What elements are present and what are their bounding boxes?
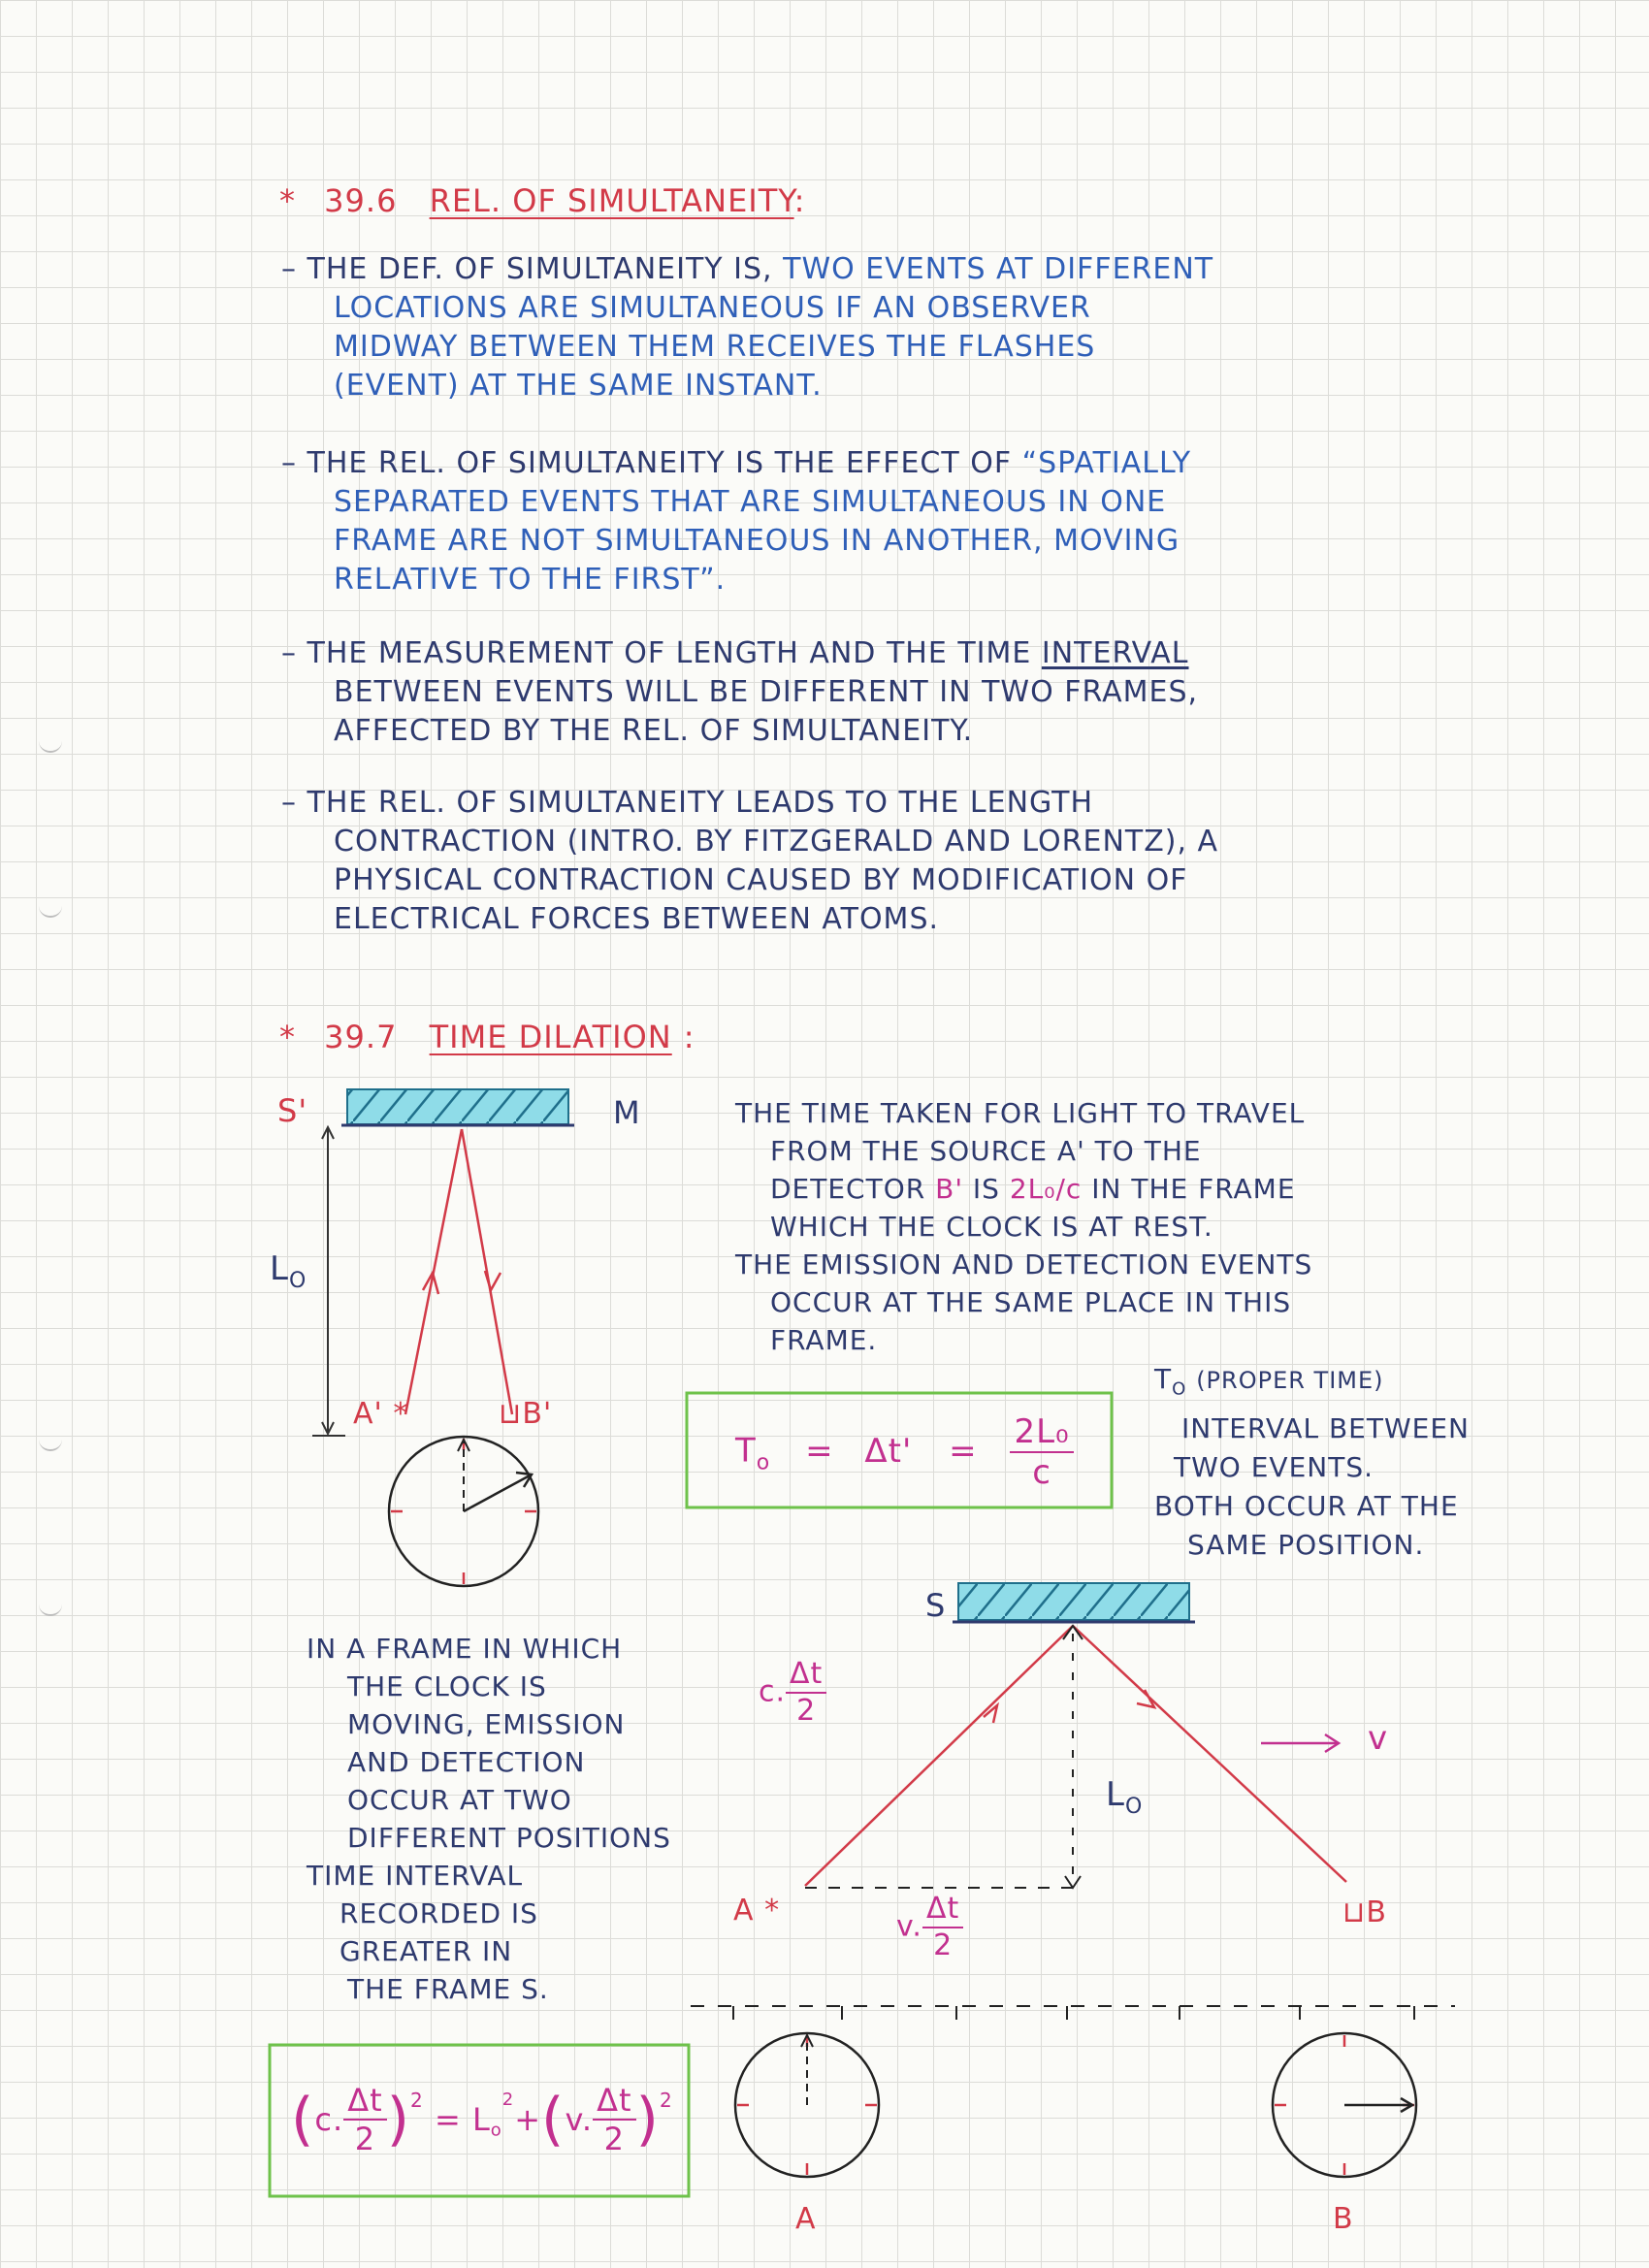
eq-denominator: 2	[603, 2121, 625, 2157]
subscript: O	[1172, 1378, 1187, 1400]
detector-label-b	[1342, 1895, 1387, 1929]
eq-fraction	[593, 2082, 635, 2157]
bullet-text: ELECTRICAL FORCES BETWEEN ATOMS.	[334, 902, 940, 936]
label-fraction	[786, 1657, 826, 1729]
bullet-dash: –	[281, 252, 297, 286]
eq-numerator: 2L₀	[1010, 1412, 1073, 1453]
explanation-line: THE FRAME S.	[347, 1973, 549, 2005]
light-ray-up	[805, 1626, 1073, 1886]
eq-c: c.	[314, 2101, 344, 2138]
proper-time-note	[1154, 1360, 1470, 1565]
bullet-text: THE REL. OF SIMULTANEITY LEADS TO THE LENGTH	[307, 786, 1094, 820]
light-ray-down	[1073, 1626, 1346, 1882]
heading-colon: :	[793, 182, 806, 219]
eq-fraction	[343, 2082, 386, 2157]
eq-numerator: Δt	[593, 2082, 635, 2121]
detector-icon: ⊔	[499, 1397, 523, 1431]
detector-label-b-prime	[499, 1397, 552, 1431]
source-label: A'	[353, 1397, 383, 1431]
bullet-text: LOCATIONS ARE SIMULTANEOUS IF AN OBSERVER	[334, 291, 1091, 325]
bullet-dash: –	[281, 446, 297, 480]
bullet-text: PHYSICAL CONTRACTION CAUSED BY MODIFICATION OF	[334, 863, 1188, 897]
detector-label: B'	[522, 1397, 553, 1431]
bullet-text: BETWEEN EVENTS WILL BE DIFFERENT IN TWO FRAMES,	[334, 675, 1199, 709]
proper-time-line: TWO EVENTS.	[1174, 1450, 1374, 1483]
eq-numerator: Δt	[343, 2082, 386, 2121]
heading-title: TIME DILATION	[429, 1019, 672, 1055]
text-segment: IS	[972, 1173, 1000, 1205]
proper-time-label: (PROPER TIME)	[1196, 1367, 1384, 1394]
clock-b-label: B	[1333, 2202, 1354, 2236]
explanation-line: GREATER IN	[340, 1935, 513, 1967]
symbol-t: T	[1154, 1363, 1173, 1395]
label-numerator: Δt	[786, 1657, 826, 1694]
label-numerator: Δt	[922, 1892, 963, 1928]
heading-marker: *	[279, 1019, 296, 1055]
base-length-label	[896, 1892, 963, 1963]
light-clock-rest-diagram	[312, 1089, 574, 1586]
bullet-text: MIDWAY BETWEEN THEM RECEIVES THE FLASHES	[334, 330, 1096, 364]
bullet-text: SEPARATED EVENTS THAT ARE SIMULTANEOUS IN ONE	[334, 485, 1167, 519]
text-segment: 2L₀/c	[1009, 1173, 1083, 1205]
text-segment: IN THE FRAME	[1091, 1173, 1296, 1205]
label-c: c.	[759, 1674, 787, 1709]
light-ray-down	[462, 1129, 512, 1414]
label-fraction	[922, 1892, 963, 1963]
eq-paren: (	[541, 2086, 566, 2154]
equation-proper-time	[735, 1412, 1074, 1492]
label-denominator: 2	[796, 1694, 817, 1728]
heading-title: REL. OF SIMULTANEITY	[429, 182, 794, 219]
height-label-l0	[1106, 1775, 1143, 1819]
eq-equals: =	[805, 1431, 834, 1471]
bullet-text: “SPATIALLY	[1021, 446, 1192, 480]
length-symbol: L	[270, 1249, 289, 1288]
text-segment: DETECTOR	[770, 1173, 926, 1205]
explanation-line: OCCUR AT THE SAME PLACE IN THIS	[770, 1286, 1292, 1318]
explanation-line: MOVING, EMISSION	[347, 1708, 626, 1740]
eq-subscript: o	[490, 2120, 502, 2141]
length-label-l0	[270, 1249, 307, 1293]
explanation-line: RECORDED IS	[340, 1897, 538, 1929]
bullet-text: (EVENT) AT THE SAME INSTANT.	[334, 369, 823, 403]
heading-number: 39.6	[324, 182, 398, 219]
proper-time-line: BOTH OCCUR AT THE	[1154, 1489, 1459, 1522]
heading-number: 39.7	[324, 1019, 398, 1055]
bullet-text: THE MEASUREMENT OF LENGTH AND THE TIME	[307, 636, 1032, 670]
explanation-line: THE CLOCK IS	[347, 1670, 547, 1702]
explanation-line: THE TIME TAKEN FOR LIGHT TO TRAVEL	[735, 1097, 1306, 1129]
eq-exponent: 2	[501, 2090, 515, 2110]
explanation-line: IN A FRAME IN WHICH	[307, 1633, 623, 1665]
height-arrow-bottom	[1065, 1876, 1081, 1888]
bullet-text: THE DEF. OF SIMULTANEITY IS,	[307, 252, 773, 286]
explanation-line: OCCUR AT TWO	[347, 1784, 572, 1816]
eq-exponent: 2	[410, 2089, 424, 2112]
eq-l: L	[471, 2101, 491, 2138]
bullet-text: AFFECTED BY THE REL. OF SIMULTANEITY.	[334, 714, 974, 748]
source-label: A	[733, 1894, 755, 1928]
mirror-hatch	[958, 1583, 1189, 1620]
explanation-line: AND DETECTION	[347, 1746, 586, 1778]
label-denominator: 2	[933, 1928, 954, 1962]
ray-arrow-up	[984, 1705, 997, 1723]
eq-denominator: 2	[354, 2121, 376, 2157]
source-star-icon: *	[764, 1894, 781, 1928]
bullet-text: THE REL. OF SIMULTANEITY IS THE EFFECT OF	[307, 446, 1013, 480]
bullet-text: TWO EVENTS AT DIFFERENT	[783, 252, 1214, 286]
time-taken-explanation	[735, 1094, 1312, 1359]
proper-time-line: INTERVAL BETWEEN	[1181, 1411, 1470, 1444]
proper-time-heading	[1154, 1360, 1470, 1409]
bullet-text: FRAME ARE NOT SIMULTANEOUS IN ANOTHER, MOVING	[334, 524, 1180, 558]
length-symbol: L	[1106, 1775, 1125, 1814]
eq-symbol-t: T	[735, 1431, 757, 1471]
label-v: v.	[896, 1909, 922, 1944]
explanation-line: THE EMISSION AND DETECTION EVENTS	[735, 1248, 1313, 1280]
bullet-dash: –	[281, 786, 297, 820]
length-subscript: O	[1124, 1794, 1144, 1819]
explanation-line	[735, 1170, 1312, 1208]
source-label-a	[733, 1894, 780, 1928]
source-label-a-prime	[353, 1397, 408, 1431]
explanation-line: FRAME.	[770, 1324, 878, 1356]
heading-colon: :	[683, 1019, 695, 1055]
ray-length-label	[759, 1657, 826, 1729]
frame-label-s-prime: S'	[277, 1092, 308, 1129]
eq-paren: (	[291, 2086, 315, 2154]
eq-exponent: 2	[659, 2089, 673, 2112]
explanation-line: FROM THE SOURCE A' TO THE	[770, 1135, 1202, 1167]
eq-equals: =	[949, 1431, 978, 1471]
detector-icon: ⊔	[1342, 1895, 1367, 1929]
explanation-line: DIFFERENT POSITIONS	[347, 1822, 671, 1854]
velocity-label: v	[1368, 1719, 1389, 1758]
eq-paren: )	[386, 2086, 411, 2154]
eq-denominator: c	[1032, 1453, 1051, 1492]
eq-delta-t-prime: Δt'	[864, 1431, 913, 1471]
equation-time-dilation	[291, 2082, 673, 2157]
timeline-ticks	[733, 2006, 1414, 2020]
source-star-icon: *	[393, 1397, 409, 1431]
bullet-dash: –	[281, 636, 297, 670]
explanation-line: TIME INTERVAL	[307, 1860, 524, 1892]
text-segment: B'	[935, 1173, 964, 1205]
length-subscript: O	[288, 1268, 307, 1293]
proper-time-line: SAME POSITION.	[1187, 1528, 1425, 1561]
clock-a-label: A	[795, 2202, 817, 2236]
detector-label: B	[1366, 1895, 1388, 1929]
mirror-label-m: M	[613, 1094, 641, 1131]
eq-fraction	[1010, 1412, 1073, 1492]
heading-marker: *	[279, 182, 296, 219]
eq-v: v.	[565, 2101, 594, 2138]
bullet-text: RELATIVE TO THE FIRST”.	[334, 563, 727, 597]
frame-label-s: S	[925, 1587, 947, 1624]
eq-paren: )	[635, 2086, 660, 2154]
moving-frame-explanation	[307, 1630, 671, 2008]
clock-hand	[464, 1474, 532, 1511]
bullet-text: CONTRACTION (INTRO. BY FITZGERALD AND LORENTZ), A	[334, 825, 1219, 859]
eq-equals: =	[434, 2101, 462, 2138]
eq-subscript: o	[756, 1450, 771, 1475]
explanation-line: WHICH THE CLOCK IS AT REST.	[770, 1211, 1213, 1243]
bullet-text-underlined: INTERVAL	[1041, 636, 1189, 670]
eq-plus: +	[514, 2101, 542, 2138]
mirror-hatch	[347, 1089, 568, 1124]
